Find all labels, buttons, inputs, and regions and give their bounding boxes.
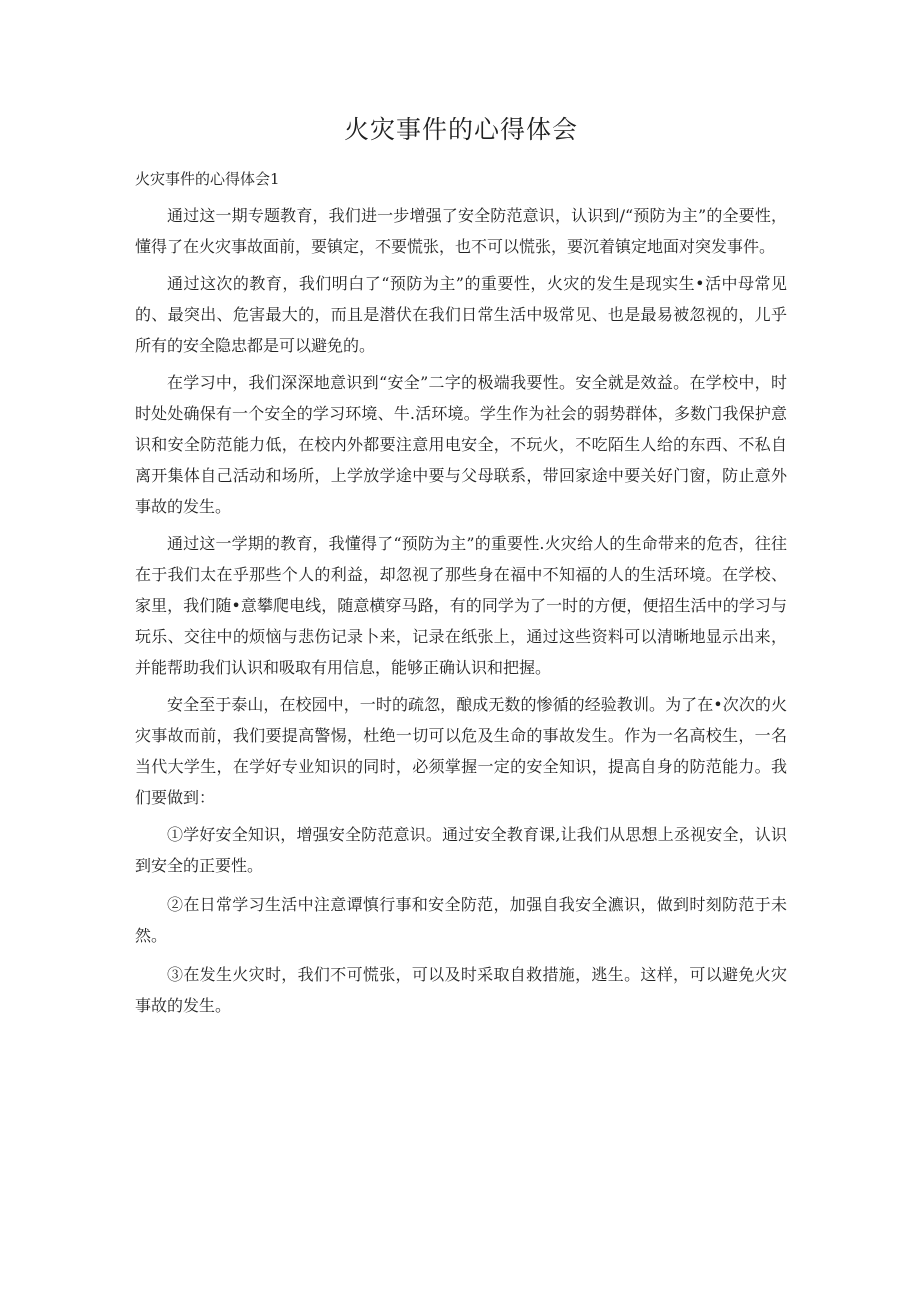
paragraph: 通过这一期专题教育，我们进一步增强了安全防范意识，认识到/“预防为主”的全要性，懂得了在火灾事故面前，要镇定，不要慌张，也不可以慌张，要沉着镇定地面对突发事件。 bbox=[135, 206, 787, 256]
paragraph: 通过这一学期的教育，我懂得了“预防为主”的重要性.火灾给人的生命带来的危杏，往往在于我们太在乎那些个人的利益，却忽视了那些身在福中不知福的人的生活环境。在学校、家里，我们随•意攀爬电线，随意横穿马路，有的同学为了一时的方便，便招生活中的学习与玩乐、交往中的烦恼与悲伤记录卜来，记录在纸张上，通过这些资料可以清晰地显示出来，并能帮助我们认识和吸取有用信息，能够正确认识和把握。 bbox=[135, 534, 787, 677]
document-title: 火灾事件的心得体会 bbox=[343, 115, 578, 144]
list-item: ①学好安全知识，增强安全防范意识。通过安全教育课,让我们从思想上丞视安全，认识到安全的正要性。 bbox=[135, 825, 787, 875]
paragraph: 安全至于泰山，在校园中，一时的疏忽，酿成无数的惨循的经验教训。为了在•次次的火灾事故而前，我们要提高警惕，杜绝一切可以危及生命的事故发生。作为一名高校生，一名当代大学生，在学好专业知识的同时，必须掌握一定的安全知识，提高自身的防范能力。我们要做到： bbox=[135, 695, 787, 807]
section-title: 火灾事件的心得体会1 bbox=[135, 170, 280, 188]
paragraph: 在学习中，我们深深地意识到“安全”二字的极端我要性。安全就是效益。在学校中，时时处处确保有一个安全的学习环境、牛.活环境。学生作为社会的弱势群体，多数门我保护意识和安全防范能力低，在校内外都要注意用电安全，不玩火，不吃陌生人给的东西、不私自离开集体自己活动和场所，上学放学途中要与父母联系，带回家途中要关好门窗，防止意外事故的发生。 bbox=[135, 373, 787, 516]
list-item: ②在日常学习生活中注意谭慎行事和安全防范，加强自我安全瀌识，做到时刻防范于未然。 bbox=[135, 895, 787, 945]
paragraph: 通过这次的教育，我们明白了“预防为主”的重要性，火灾的发生是现实生•活中母常见的、最突出、危害最大的，而且是潜伏在我们日常生活中圾常见、也是最易被忽视的，儿乎所有的安全隐忠都是可以避免的。 bbox=[135, 274, 787, 355]
list-item: ③在发生火灾时，我们不可慌张，可以及时采取自救措施，逃生。这样，可以避免火灾事故的发生。 bbox=[135, 965, 787, 1015]
